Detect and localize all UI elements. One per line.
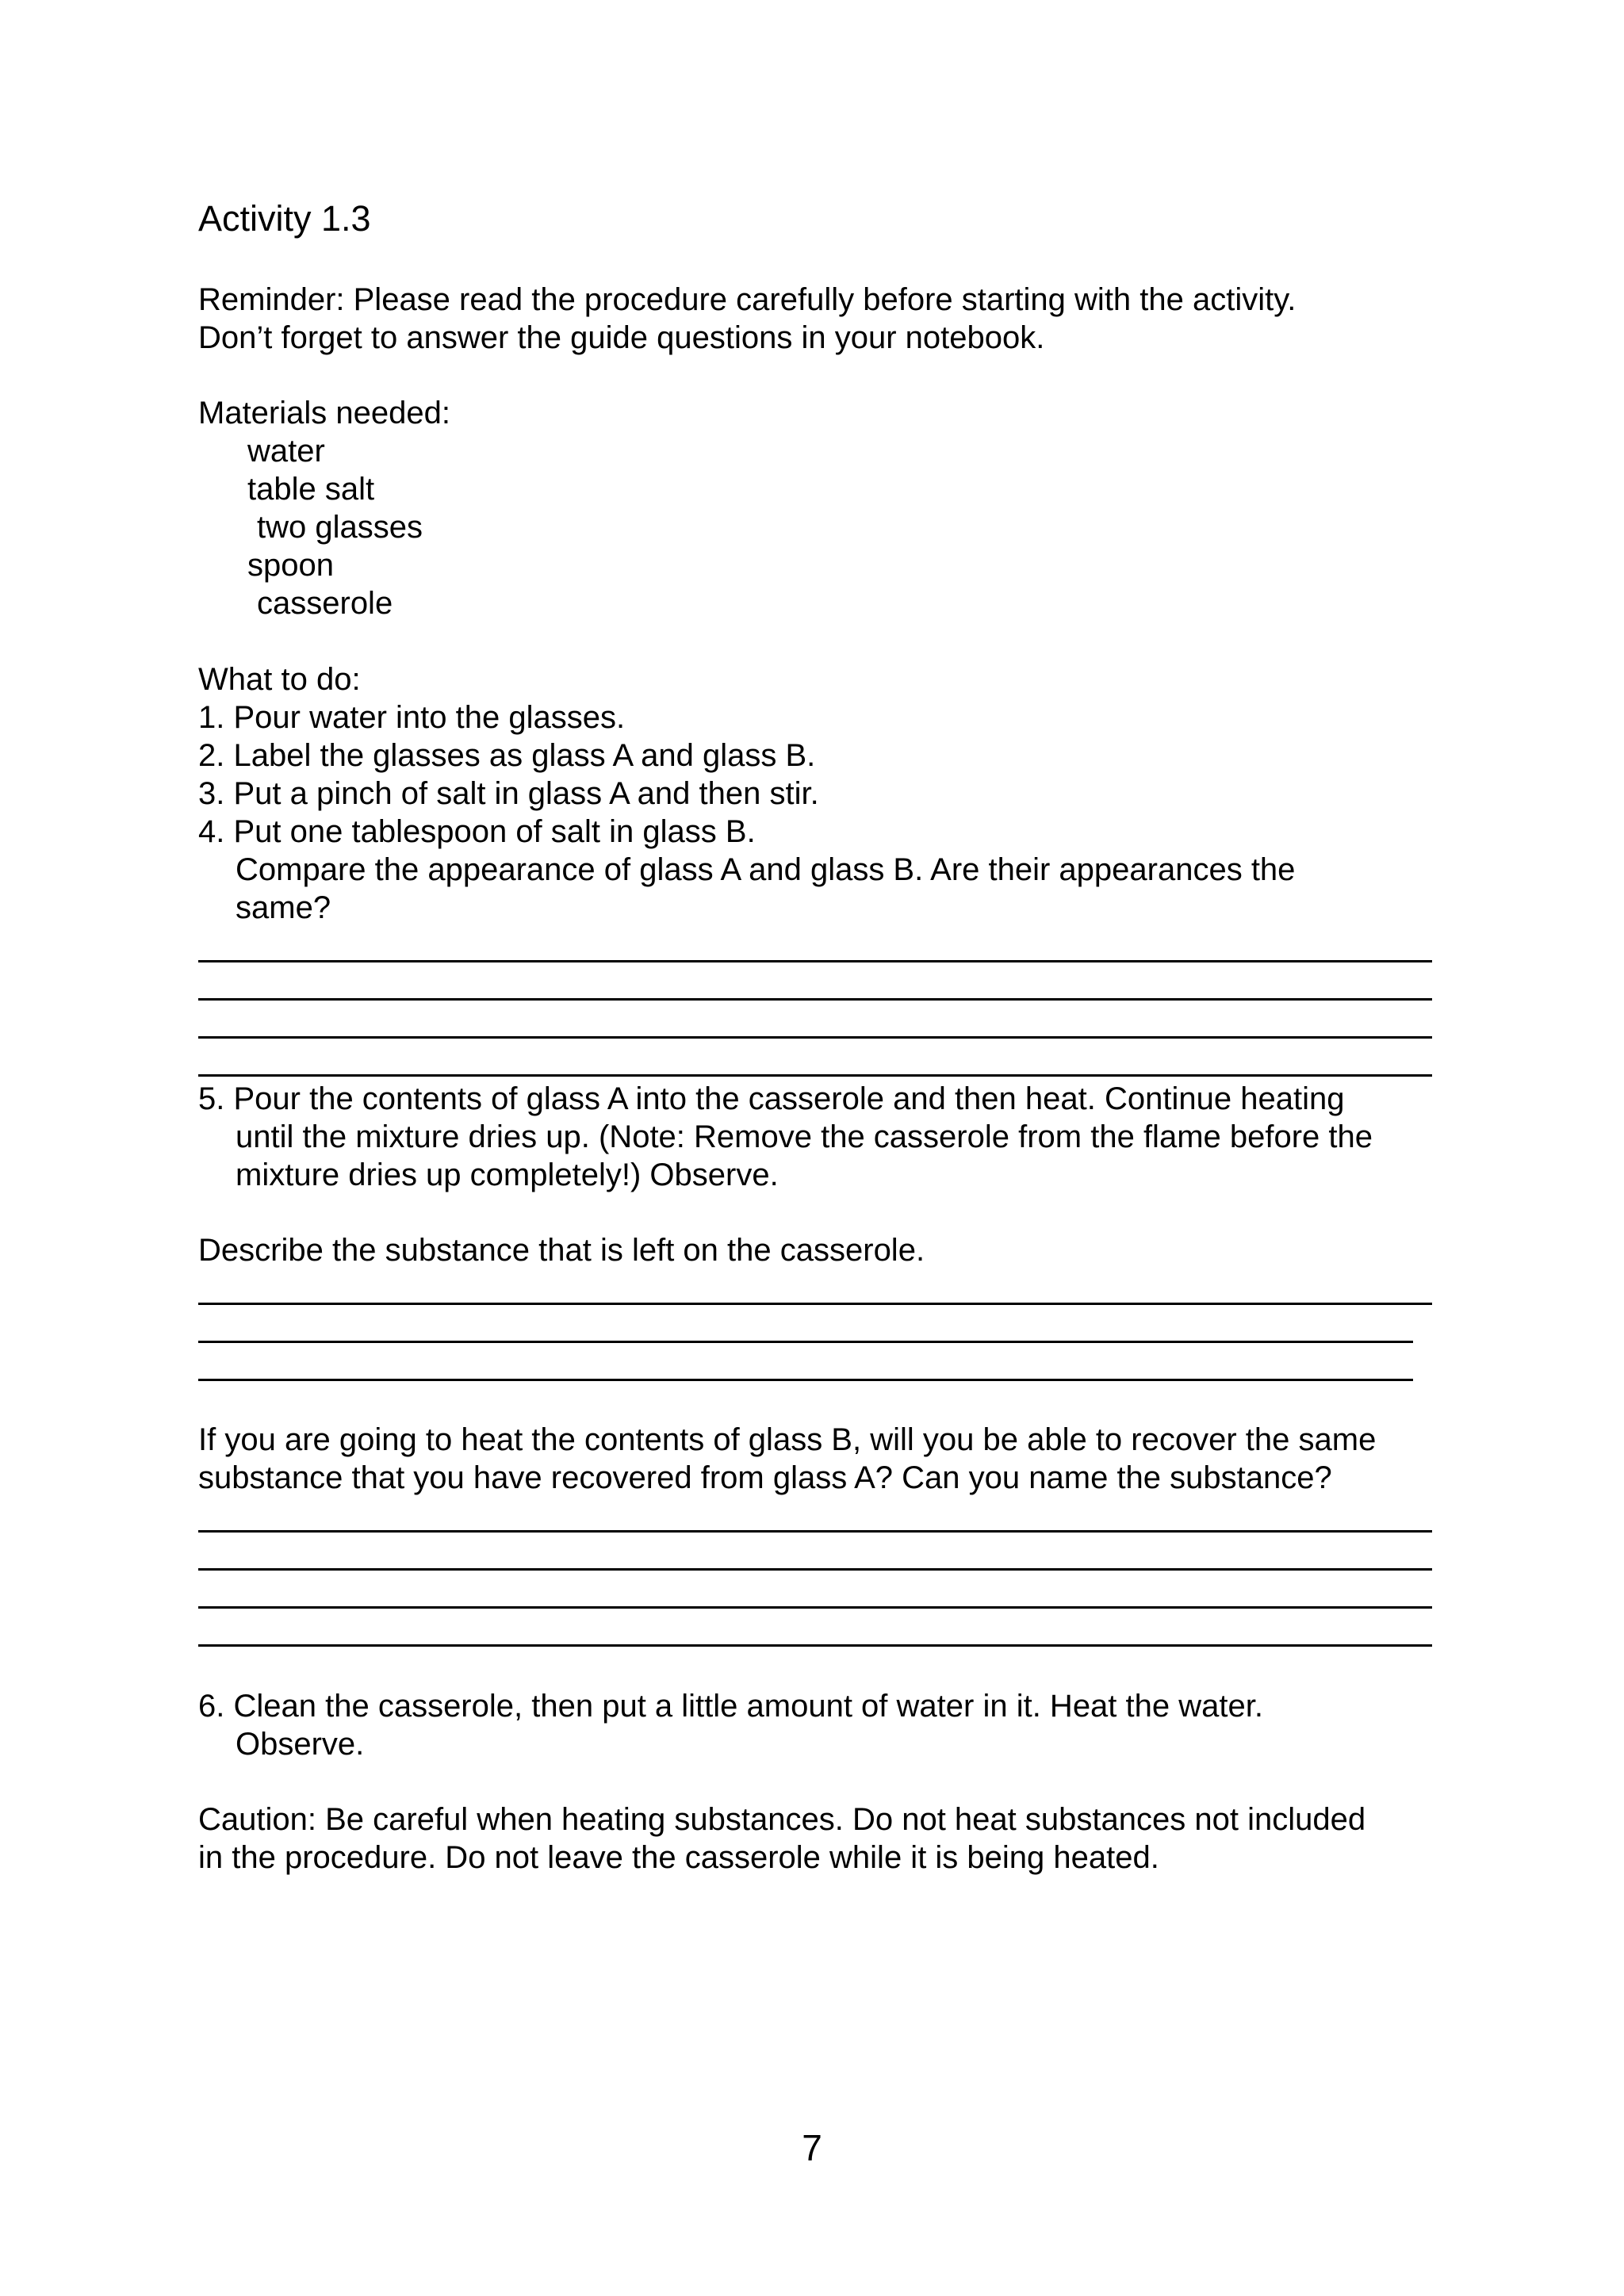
caution-line-1: Caution: Be careful when heating substances. Do not heat substances not included <box>198 1802 1366 1837</box>
glass-b-question-line-2: substance that you have recovered from glass A? Can you name the substance? <box>198 1460 1332 1495</box>
step-4: 4. Put one tablespoon of salt in glass B. <box>198 814 756 849</box>
step-1: 1. Pour water into the glasses. <box>198 700 626 735</box>
step-4-question-line-1: Compare the appearance of glass A and glass B. Are their appearances the <box>236 852 1296 887</box>
answer-line <box>198 1644 1432 1647</box>
answer-line <box>198 1379 1413 1381</box>
step-6-line-2: Observe. <box>236 1727 365 1762</box>
answer-line <box>198 1303 1432 1305</box>
page-number: 7 <box>802 2127 822 2168</box>
caution-line-2: in the procedure. Do not leave the casserole while it is being heated. <box>198 1840 1159 1875</box>
procedure-heading: What to do: <box>198 662 361 697</box>
step-3: 3. Put a pinch of salt in glass A and then stir. <box>198 776 819 811</box>
activity-title: Activity 1.3 <box>198 198 371 239</box>
step-6-line-1: 6. Clean the casserole, then put a little amount of water in it. Heat the water. <box>198 1689 1263 1724</box>
answer-line <box>198 1074 1432 1077</box>
material-item: spoon <box>247 548 334 583</box>
glass-b-question-line-1: If you are going to heat the contents of glass B, will you be able to recover the same <box>198 1422 1377 1457</box>
reminder-line-1: Reminder: Please read the procedure carefully before starting with the activity. <box>198 282 1297 317</box>
material-item: water <box>247 434 325 469</box>
materials-heading: Materials needed: <box>198 396 450 430</box>
step-5-line-1: 5. Pour the contents of glass A into the casserole and then heat. Continue heating <box>198 1081 1345 1116</box>
answer-line <box>198 1530 1432 1533</box>
step-5-line-2: until the mixture dries up. (Note: Remove the casserole from the flame before the <box>236 1119 1373 1154</box>
step-2: 2. Label the glasses as glass A and glass B. <box>198 738 816 773</box>
reminder-line-2: Don’t forget to answer the guide questions in your notebook. <box>198 320 1045 355</box>
step-4-question-line-2: same? <box>236 890 331 925</box>
step-5-line-3: mixture dries up completely!) Observe. <box>236 1158 779 1192</box>
answer-line <box>198 998 1432 1001</box>
answer-line <box>198 1606 1432 1609</box>
material-item: two glasses <box>257 510 423 545</box>
answer-line <box>198 1341 1413 1343</box>
answer-line <box>198 960 1432 962</box>
describe-question: Describe the substance that is left on the casserole. <box>198 1233 925 1268</box>
answer-line <box>198 1036 1432 1039</box>
material-item: table salt <box>247 472 375 507</box>
answer-line <box>198 1568 1432 1571</box>
material-item: casserole <box>257 586 393 621</box>
